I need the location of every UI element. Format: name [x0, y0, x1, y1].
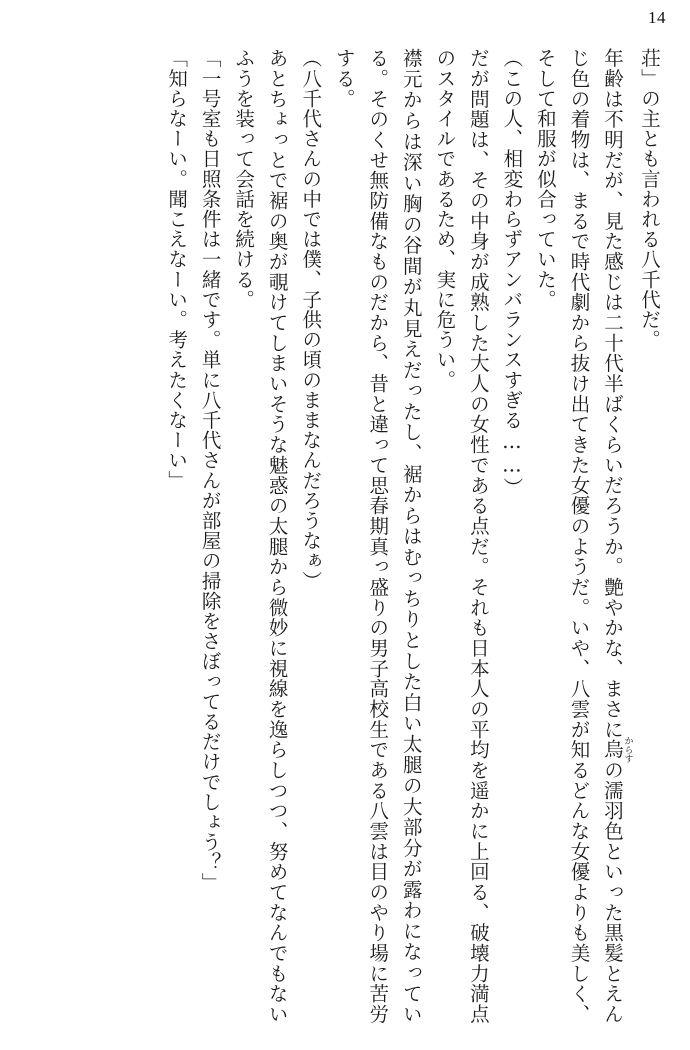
- ruby-karasu: [600, 736, 633, 764]
- paragraph: 荘」の主とも言われる八千代だ。: [638, 48, 661, 350]
- paragraph: （八千代さんの中では僕、子供の頃のままなんだろうなぁ）: [299, 48, 323, 591]
- paragraph: [528, 48, 632, 1024]
- ruby-base: 烏: [600, 736, 624, 764]
- paragraph: 「一号室も日照条件は一緒です。単に八千代さんが部屋の掃除をさぼってるだけでしょう？」: [198, 48, 222, 893]
- ruby-text: からす: [622, 736, 633, 764]
- paragraph: 襟元からは深い胸の谷間が丸見えだったし、裾からはむっちりとした白い太腿の大部分が露わになっている。そのくせ無防備なものだから、昔と違って思春期真っ盛りの男子高校生である八雲は目のやり場に苦労する。: [332, 48, 423, 1024]
- paragraph: （この人、相変わらずアンバランスすぎる……）: [500, 48, 524, 498]
- page-number: 14: [648, 8, 666, 27]
- paragraph-part-b: の濡羽色といった黒髪とえんじ色の着物は、まるで時代劇から抜け出てきた女優のようだ。いや、八雲が知るどんな女優よりも美しく、そして和服が似合っていた。: [533, 48, 624, 1024]
- paragraph: あとちょっとで裾の奥が覗けてしまいそうな魅惑の太腿から微妙に視線を逸らしつつ、努めてなんでもないふうを装って会話を続ける。: [232, 48, 289, 1024]
- paragraph-part-a: 年齢は不明だが、見た感じは二十代半ばくらいだろうか。艶やかな、まさに: [600, 48, 624, 740]
- paragraph: だが問題は、その中身が成熟した大人の女性である点だ。それも日本人の平均を遥かに上回る、破壊力満点のスタイルであるため、実に危うい。: [433, 48, 490, 1024]
- paragraph: 「知らなーい。聞こえなーい。考えたくなーい」: [165, 48, 189, 491]
- page-body-text: [24, 48, 666, 1024]
